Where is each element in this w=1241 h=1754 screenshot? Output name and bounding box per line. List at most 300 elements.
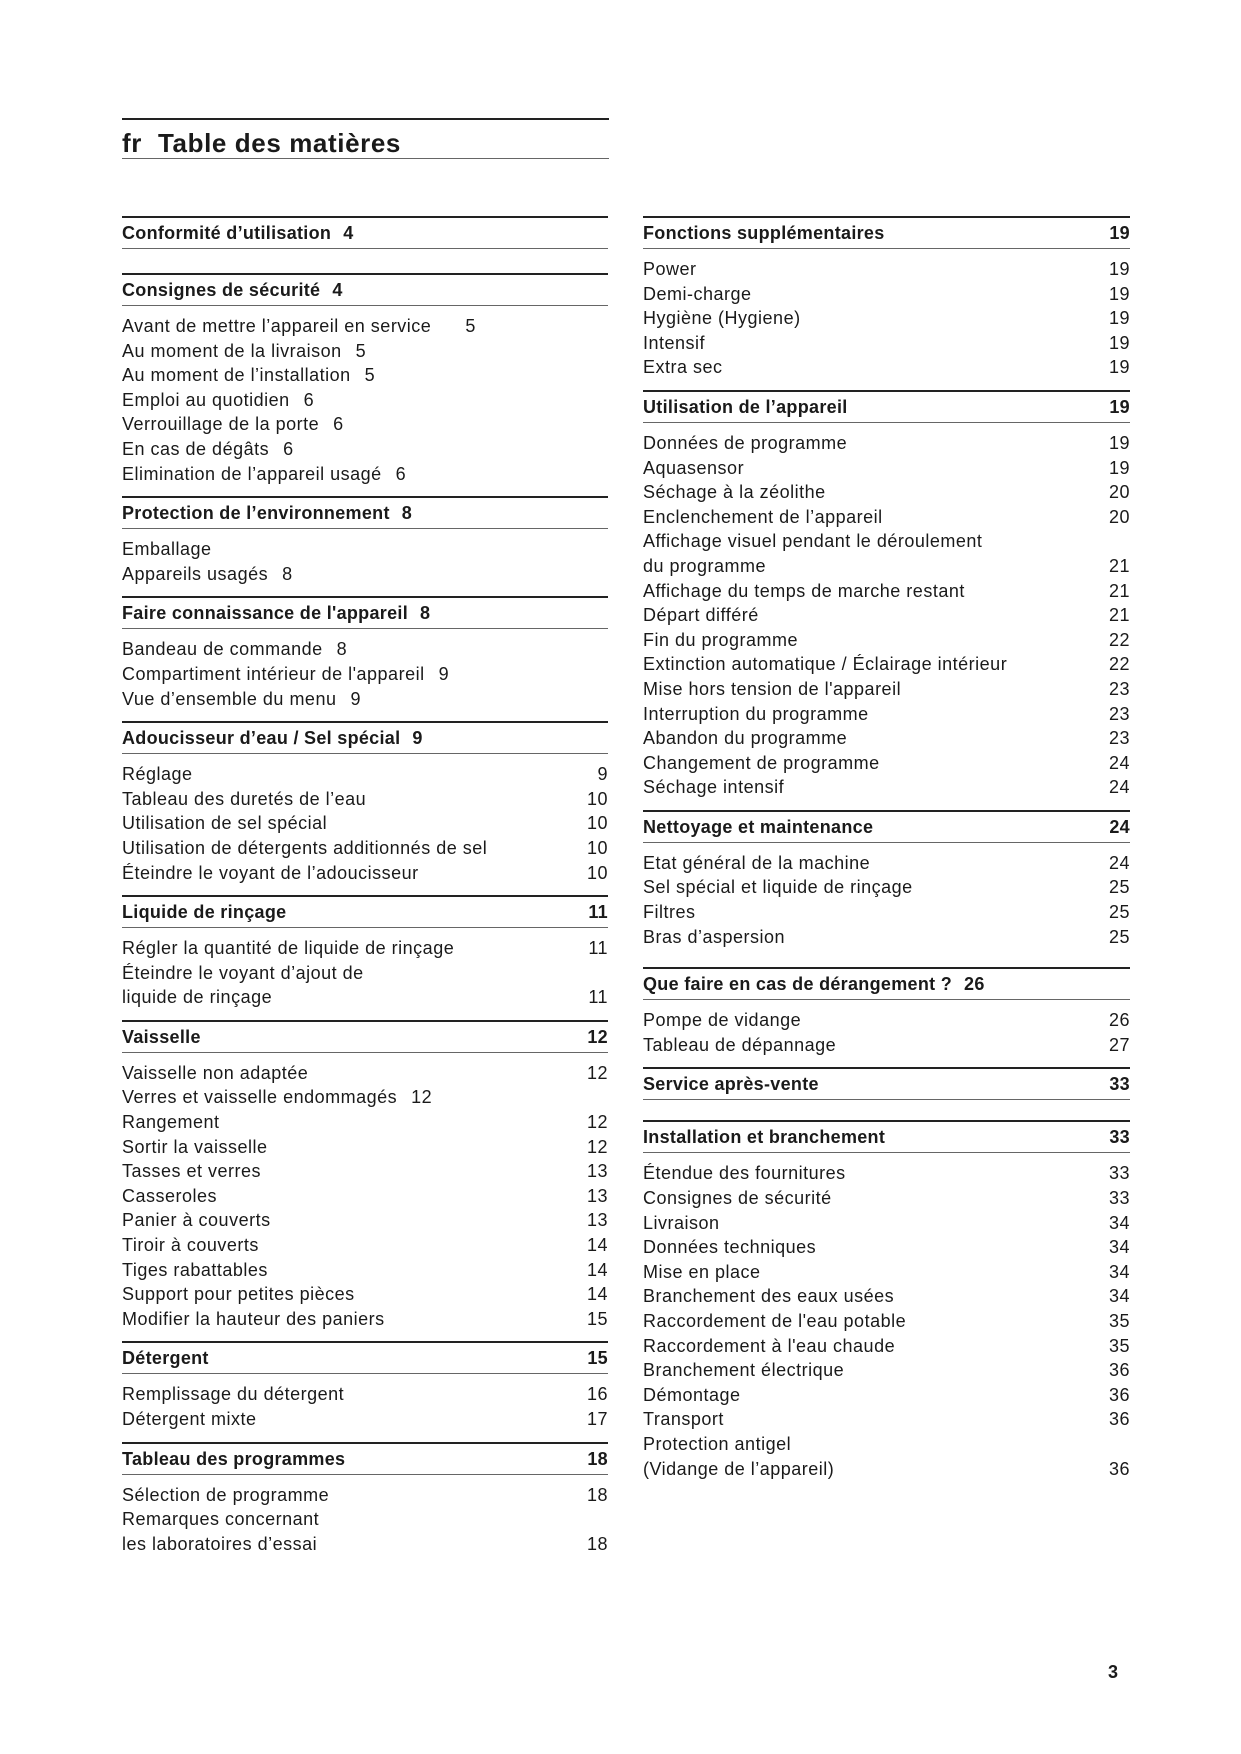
entry-label: Etat général de la machine	[643, 852, 871, 873]
toc-entry[interactable]	[643, 775, 1130, 800]
section-items	[122, 529, 608, 596]
toc-section	[643, 390, 1130, 810]
section-title: Vaisselle	[122, 1026, 201, 1047]
section-title: Liquide de rinçage	[122, 902, 287, 923]
entry-page-number: 33	[1108, 1188, 1130, 1209]
entry-label: Pompe de vidange	[643, 1010, 802, 1031]
entry-page-number: 15	[586, 1308, 608, 1329]
toc-entry[interactable]	[643, 505, 1130, 530]
entry-page-number: 20	[1108, 506, 1130, 527]
toc-entry[interactable]	[643, 677, 1130, 702]
entry-page-number: 17	[586, 1409, 608, 1429]
section-page-number: 19	[1109, 396, 1130, 417]
toc-entry[interactable]	[122, 1483, 608, 1508]
section-items	[122, 1475, 608, 1567]
entry-label: Éteindre le voyant d’ajout de	[122, 962, 364, 983]
entry-label: Mise en place	[643, 1261, 761, 1282]
entry-page-number: 8	[336, 639, 348, 660]
entry-page-number: 5	[355, 340, 367, 361]
entry-page-number: 14	[586, 1235, 608, 1256]
entry-label: Bras d’aspersion	[643, 926, 786, 947]
entry-label: Mise hors tension de l'appareil	[643, 678, 902, 699]
entry-label: Abandon du programme	[643, 728, 848, 749]
toc-section	[122, 1020, 608, 1342]
toc-entry[interactable]	[122, 662, 608, 687]
section-title: Service après-vente	[643, 1074, 819, 1095]
section-heading[interactable]	[122, 1341, 608, 1374]
entry-label: Réglage	[122, 764, 193, 785]
toc-entry[interactable]	[122, 811, 608, 836]
toc-section	[122, 721, 608, 895]
entry-page-number: 23	[1108, 703, 1130, 724]
toc-entry[interactable]	[122, 1507, 608, 1532]
entry-page-number: 21	[1108, 605, 1130, 626]
entry-label: Extra sec	[643, 357, 723, 378]
toc-entry[interactable]	[643, 456, 1130, 481]
section-heading[interactable]	[643, 216, 1130, 249]
entry-label: Séchage intensif	[643, 777, 785, 798]
page-number: 3	[1108, 1662, 1119, 1682]
toc-entry[interactable]	[122, 314, 608, 339]
entry-page-number: 24	[1108, 852, 1130, 873]
entry-page-number: 27	[1108, 1034, 1130, 1055]
entry-page-number: 36	[1108, 1360, 1130, 1381]
section-heading[interactable]	[643, 1067, 1130, 1100]
section-heading[interactable]	[643, 1120, 1130, 1153]
section-title: Installation et branchement	[643, 1127, 886, 1148]
entry-label: Régler la quantité de liquide de rinçage	[122, 938, 455, 959]
toc-entry[interactable]	[643, 1211, 1130, 1236]
section-heading[interactable]	[122, 1020, 608, 1053]
toc-entry[interactable]	[643, 652, 1130, 677]
entry-label: Sortir la vaisselle	[122, 1136, 268, 1157]
entry-label: Tasses et verres	[122, 1161, 262, 1182]
entry-label: Raccordement à l'eau chaude	[643, 1335, 896, 1356]
entry-label: Verres et vaisselle endommagés	[122, 1087, 398, 1108]
entry-label: Données de programme	[643, 432, 848, 453]
toc-entry[interactable]	[122, 1208, 608, 1233]
entry-page-number: 25	[1108, 926, 1130, 947]
section-page-number: 33	[1109, 1074, 1130, 1095]
section-items	[643, 249, 1130, 390]
entry-page-number: 25	[1108, 902, 1130, 923]
entry-page-number: 18	[586, 1533, 608, 1554]
toc-entry[interactable]	[122, 1282, 608, 1307]
entry-page-number: 19	[1108, 432, 1130, 453]
toc-entry[interactable]	[122, 1233, 608, 1258]
toc-left-column	[122, 216, 608, 1566]
entry-page-number: 6	[395, 463, 407, 484]
toc-entry[interactable]	[643, 628, 1130, 653]
entry-label: Tiroir à couverts	[122, 1235, 259, 1256]
entry-label: Sélection de programme	[122, 1484, 330, 1505]
entry-page-number: 14	[586, 1284, 608, 1305]
toc-entry[interactable]	[122, 562, 608, 587]
entry-label: Fin du programme	[643, 629, 799, 650]
entry-page-number: 19	[1108, 457, 1130, 478]
section-page-number: 11	[588, 902, 608, 923]
section-page-number: 4	[332, 280, 343, 300]
entry-label: Sel spécial et liquide de rinçage	[643, 877, 913, 898]
toc-entry[interactable]	[643, 1358, 1130, 1383]
toc-entry[interactable]	[122, 388, 608, 413]
toc-section	[643, 810, 1130, 959]
section-page-number: 18	[587, 1448, 608, 1469]
toc-entry[interactable]	[643, 751, 1130, 776]
toc-entry[interactable]	[643, 603, 1130, 628]
entry-label: Avant de mettre l’appareil en service	[122, 316, 432, 336]
entry-page-number: 13	[586, 1161, 608, 1182]
toc-section	[122, 1442, 608, 1567]
toc-entry[interactable]	[643, 306, 1130, 331]
entry-page-number: 6	[283, 438, 294, 459]
entry-label: Vue d’ensemble du menu	[122, 688, 337, 709]
entry-page-number: 12	[586, 1062, 608, 1083]
entry-page-number: 35	[1108, 1311, 1130, 1331]
entry-page-number: 13	[586, 1185, 608, 1206]
section-title: Tableau des programmes	[122, 1448, 346, 1469]
page-title	[122, 128, 401, 159]
entry-label: du programme	[643, 555, 767, 576]
toc-entry[interactable]	[122, 861, 608, 886]
entry-page-number: 5	[465, 316, 476, 336]
section-heading[interactable]	[122, 895, 608, 928]
entry-label: Power	[643, 259, 697, 279]
toc-entry[interactable]	[122, 1407, 608, 1432]
section-items	[643, 1000, 1130, 1067]
section-heading[interactable]	[643, 810, 1130, 843]
section-items	[122, 306, 608, 496]
entry-page-number: 10	[586, 813, 608, 834]
entry-page-number: 10	[586, 862, 608, 883]
section-page-number: 12	[587, 1026, 608, 1047]
toc-entry[interactable]	[122, 1085, 608, 1110]
toc-entry[interactable]	[643, 431, 1130, 456]
toc-entry[interactable]	[122, 1532, 608, 1557]
toc-section	[643, 1120, 1130, 1491]
entry-page-number: 34	[1108, 1212, 1130, 1233]
entry-page-number: 34	[1108, 1261, 1130, 1282]
section-title: Adoucisseur d’eau / Sel spécial	[122, 728, 401, 749]
entry-page-number: 19	[1108, 332, 1130, 353]
entry-page-number: 6	[333, 414, 344, 435]
entry-page-number: 12	[586, 1112, 608, 1133]
entry-page-number: 22	[1108, 629, 1130, 650]
entry-label: Rangement	[122, 1112, 220, 1133]
entry-label: Raccordement de l'eau potable	[643, 1311, 907, 1331]
toc-entry[interactable]	[122, 437, 608, 462]
entry-page-number: 6	[303, 389, 315, 410]
toc-section	[122, 216, 608, 249]
entry-label: liquide de rinçage	[122, 987, 273, 1008]
entry-page-number: 22	[1108, 654, 1130, 675]
title-block	[122, 118, 609, 159]
toc-entry[interactable]	[643, 529, 1130, 554]
section-page-number: 9	[412, 728, 423, 749]
section-items	[122, 629, 608, 721]
toc-section	[122, 895, 608, 1020]
entry-page-number: 14	[586, 1259, 608, 1280]
section-heading[interactable]	[643, 390, 1130, 423]
entry-label: Appareils usagés	[122, 563, 269, 584]
entry-page-number: 36	[1108, 1409, 1130, 1430]
entry-page-number: 25	[1108, 877, 1130, 898]
toc-entry[interactable]	[643, 1161, 1130, 1186]
toc-section	[643, 967, 1130, 1067]
section-page-number: 8	[420, 603, 431, 624]
entry-page-number: 11	[588, 938, 608, 959]
section-title: Nettoyage et maintenance	[643, 816, 874, 837]
section-heading[interactable]	[122, 273, 608, 306]
entry-label: Affichage visuel pendant le déroulement	[643, 531, 983, 552]
entry-label: Demi-charge	[643, 283, 752, 304]
entry-label: les laboratoires d’essai	[122, 1533, 318, 1554]
entry-label: Tableau des duretés de l’eau	[122, 788, 367, 809]
toc-entry[interactable]	[122, 363, 608, 388]
toc-section	[122, 1341, 608, 1441]
entry-label: Détergent mixte	[122, 1409, 257, 1429]
entry-label: Interruption du programme	[643, 703, 869, 724]
toc-entry[interactable]	[122, 637, 608, 662]
toc-entry[interactable]	[122, 537, 608, 562]
entry-page-number: 5	[364, 365, 376, 386]
toc-entry[interactable]	[643, 1260, 1130, 1285]
toc-entry[interactable]	[643, 726, 1130, 751]
entry-label: Emballage	[122, 539, 212, 560]
section-title: Que faire en cas de dérangement ?	[643, 974, 953, 995]
toc-entry[interactable]	[122, 762, 608, 787]
entry-page-number: 36	[1108, 1458, 1130, 1479]
toc-entry[interactable]	[643, 1407, 1130, 1432]
entry-page-number: 26	[1108, 1010, 1130, 1031]
section-title: Conformité d’utilisation	[122, 223, 332, 243]
entry-page-number: 34	[1108, 1286, 1130, 1307]
entry-label: Elimination de l’appareil usagé	[122, 463, 382, 484]
entry-page-number: 35	[1108, 1335, 1130, 1356]
entry-label: Panier à couverts	[122, 1210, 271, 1231]
toc-entry[interactable]	[643, 554, 1130, 579]
toc-section	[122, 496, 608, 596]
entry-page-number: 24	[1108, 752, 1130, 773]
toc-entry[interactable]	[122, 462, 608, 487]
entry-label: Démontage	[643, 1384, 741, 1405]
section-items	[122, 1374, 608, 1441]
toc-entry[interactable]	[122, 985, 608, 1010]
entry-label: En cas de dégâts	[122, 438, 270, 459]
entry-page-number: 12	[586, 1136, 608, 1157]
entry-label: Hygiène (Hygiene)	[643, 308, 801, 329]
section-title: Faire connaissance de l'appareil	[122, 603, 408, 624]
toc-entry[interactable]	[122, 1184, 608, 1209]
section-page-number: 26	[964, 974, 985, 995]
page-title-text: Table des matières	[157, 128, 401, 158]
entry-label: Utilisation de détergents additionnés de sel	[122, 837, 488, 858]
toc-section	[122, 273, 608, 496]
entry-page-number: 20	[1108, 482, 1130, 503]
toc-entry[interactable]	[122, 1135, 608, 1160]
entry-label: Intensif	[643, 332, 706, 353]
toc-entry[interactable]	[643, 1186, 1130, 1211]
section-page-number: 8	[401, 503, 413, 524]
toc-entry[interactable]	[643, 257, 1130, 282]
entry-label: Modifier la hauteur des paniers	[122, 1308, 385, 1329]
toc-entry[interactable]	[643, 579, 1130, 604]
section-page-number: 33	[1109, 1127, 1130, 1148]
toc-entry[interactable]	[643, 875, 1130, 900]
toc-entry[interactable]	[643, 282, 1130, 307]
entry-label: Aquasensor	[643, 457, 745, 478]
entry-label: Au moment de la livraison	[122, 340, 342, 361]
entry-page-number: 10	[586, 788, 608, 809]
language-code: fr	[122, 128, 142, 158]
section-title: Protection de l’environnement	[122, 503, 390, 524]
section-heading[interactable]	[122, 596, 608, 629]
toc-entry[interactable]	[643, 1309, 1130, 1334]
entry-page-number: 23	[1108, 678, 1130, 699]
toc-entry[interactable]	[643, 355, 1130, 380]
toc-entry[interactable]	[643, 1432, 1130, 1457]
entry-label: Vaisselle non adaptée	[122, 1062, 309, 1083]
entry-label: Branchement électrique	[643, 1360, 845, 1381]
entry-page-number: 21	[1108, 555, 1130, 576]
section-items	[122, 754, 608, 895]
entry-label: (Vidange de l’appareil)	[643, 1458, 835, 1479]
entry-page-number: 34	[1108, 1237, 1130, 1258]
section-items	[643, 423, 1130, 810]
toc-section	[122, 596, 608, 721]
entry-page-number: 23	[1108, 728, 1130, 749]
entry-page-number: 13	[586, 1210, 608, 1231]
toc-entry[interactable]	[643, 702, 1130, 727]
toc-entry[interactable]	[643, 1284, 1130, 1309]
entry-label: Extinction automatique / Éclairage intérieur	[643, 654, 1008, 675]
entry-page-number: 9	[597, 764, 608, 785]
entry-label: Branchement des eaux usées	[643, 1286, 895, 1307]
entry-label: Transport	[643, 1409, 724, 1430]
entry-page-number: 19	[1108, 259, 1130, 279]
toc-entry[interactable]	[643, 1033, 1130, 1058]
toc-section	[643, 216, 1130, 390]
toc-entry[interactable]	[643, 480, 1130, 505]
toc-entry[interactable]	[643, 851, 1130, 876]
entry-label: Filtres	[643, 902, 696, 923]
section-heading[interactable]	[122, 496, 608, 529]
section-items	[643, 843, 1130, 959]
section-page-number: 19	[1109, 223, 1130, 243]
entry-page-number: 9	[438, 663, 450, 684]
toc-section	[643, 1067, 1130, 1100]
entry-label: Emploi au quotidien	[122, 389, 290, 410]
toc-entry[interactable]	[643, 1008, 1130, 1033]
section-page-number: 4	[343, 223, 354, 243]
toc-entry[interactable]	[643, 331, 1130, 356]
entry-label: Étendue des fournitures	[643, 1163, 846, 1184]
entry-page-number: 24	[1108, 777, 1130, 798]
entry-page-number: 33	[1108, 1163, 1130, 1184]
entry-label: Support pour petites pièces	[122, 1284, 355, 1305]
section-heading[interactable]	[643, 967, 1130, 1000]
entry-label: Changement de programme	[643, 752, 880, 773]
entry-page-number: 12	[411, 1087, 433, 1108]
entry-page-number: 9	[350, 688, 361, 709]
section-page-number: 24	[1109, 816, 1130, 837]
toc-entry[interactable]	[122, 1159, 608, 1184]
entry-page-number: 16	[586, 1384, 608, 1405]
toc-entry[interactable]	[643, 900, 1130, 925]
entry-label: Affichage du temps de marche restant	[643, 580, 965, 601]
entry-label: Séchage à la zéolithe	[643, 482, 826, 503]
toc-entry[interactable]	[122, 1307, 608, 1332]
entry-page-number: 11	[588, 987, 608, 1008]
section-title: Fonctions supplémentaires	[643, 223, 885, 243]
entry-label: Verrouillage de la porte	[122, 414, 320, 435]
toc-entry[interactable]	[122, 936, 608, 961]
entry-label: Au moment de l’installation	[122, 365, 351, 386]
entry-label: Données techniques	[643, 1237, 817, 1258]
toc-entry[interactable]	[122, 339, 608, 364]
entry-page-number: 36	[1108, 1384, 1130, 1405]
toc-entry[interactable]	[122, 836, 608, 861]
entry-label: Remplissage du détergent	[122, 1384, 345, 1405]
entry-label: Éteindre le voyant de l’adoucisseur	[122, 862, 419, 883]
toc-entry[interactable]	[122, 687, 608, 712]
section-title: Utilisation de l’appareil	[643, 396, 848, 417]
section-heading[interactable]	[122, 1442, 608, 1475]
section-items	[122, 928, 608, 1020]
toc-entry[interactable]	[643, 1457, 1130, 1482]
toc-entry[interactable]	[122, 961, 608, 986]
toc-entry[interactable]	[643, 1383, 1130, 1408]
entry-page-number: 18	[586, 1484, 608, 1505]
section-heading[interactable]	[122, 216, 608, 249]
entry-label: Utilisation de sel spécial	[122, 813, 328, 834]
entry-page-number: 19	[1108, 357, 1130, 378]
toc-right-column	[643, 216, 1130, 1491]
entry-label: Consignes de sécurité	[643, 1188, 832, 1209]
section-title: Détergent	[122, 1348, 209, 1369]
toc-entry[interactable]	[122, 787, 608, 812]
toc-entry[interactable]	[122, 1110, 608, 1135]
toc-entry[interactable]	[122, 1061, 608, 1086]
entry-label: Compartiment intérieur de l'appareil	[122, 663, 425, 684]
section-items	[122, 1053, 608, 1342]
toc-entry[interactable]	[643, 925, 1130, 950]
entry-label: Enclenchement de l’appareil	[643, 506, 883, 527]
entry-label: Tiges rabattables	[122, 1259, 268, 1280]
entry-label: Protection antigel	[643, 1433, 792, 1454]
toc-entry[interactable]	[122, 412, 608, 437]
entry-page-number: 19	[1108, 308, 1130, 329]
entry-label: Départ différé	[643, 605, 759, 626]
entry-label: Tableau de dépannage	[643, 1034, 837, 1055]
toc-entry[interactable]	[122, 1258, 608, 1283]
entry-page-number: 19	[1108, 283, 1130, 304]
entry-label: Casseroles	[122, 1185, 218, 1206]
toc-entry[interactable]	[122, 1382, 608, 1407]
entry-label: Bandeau de commande	[122, 639, 323, 660]
entry-page-number: 21	[1108, 580, 1130, 601]
toc-entry[interactable]	[643, 1334, 1130, 1359]
section-title: Consignes de sécurité	[122, 280, 321, 300]
entry-label: Livraison	[643, 1212, 720, 1233]
entry-label: Remarques concernant	[122, 1509, 320, 1530]
toc-entry[interactable]	[643, 1235, 1130, 1260]
section-items	[643, 1153, 1130, 1491]
section-heading[interactable]	[122, 721, 608, 754]
section-page-number: 15	[587, 1348, 608, 1369]
entry-page-number: 10	[586, 837, 608, 858]
entry-page-number: 8	[282, 563, 293, 584]
